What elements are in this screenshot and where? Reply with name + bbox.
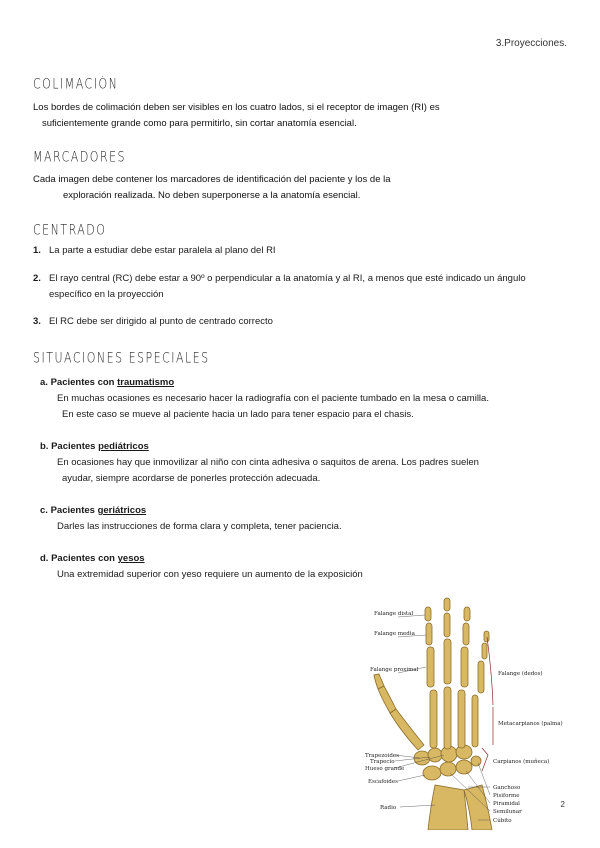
label-metacarpianos: Metacarpianos (palma) bbox=[498, 721, 563, 727]
little-proximal bbox=[478, 661, 484, 693]
centrado-item bbox=[33, 271, 568, 303]
item-number: 3. bbox=[33, 316, 41, 327]
heading-prefix: Pacientes con bbox=[50, 377, 118, 388]
heading-prefix: Pacientes bbox=[50, 505, 98, 516]
label-falange-proximal: Falange proximal bbox=[370, 667, 419, 673]
little-media bbox=[482, 643, 487, 659]
heading-prefix: Pacientes bbox=[51, 441, 99, 452]
chapter-header: 3.Proyecciones. bbox=[495, 38, 567, 49]
hand-bones-illustration bbox=[360, 595, 580, 830]
label-falange-dedos: Falange (dedos) bbox=[498, 671, 543, 677]
colimacion-line-1: Los bordes de colimación deben ser visibles en los cuatro lados, si el receptor de imagen (RI) es bbox=[33, 102, 440, 113]
label-pisiforme: Pisiforme bbox=[493, 793, 520, 799]
semilunar-bone bbox=[440, 762, 456, 776]
marcadores-heading: MARCADORES bbox=[33, 149, 127, 166]
ring-distal bbox=[464, 607, 470, 621]
heading-keyword: yesos bbox=[117, 553, 145, 564]
middle-distal bbox=[444, 598, 450, 611]
label-radio: Radio bbox=[380, 805, 397, 811]
ring-proximal bbox=[461, 647, 468, 687]
label-falange-media: Falange media bbox=[374, 631, 415, 637]
special-case-line-2: En este caso se mueve al paciente hacia un lado para tener espacio para el chasis. bbox=[62, 409, 414, 420]
situaciones-especiales-heading: SITUACIONES ESPECIALES bbox=[33, 350, 210, 367]
special-case-heading bbox=[40, 375, 570, 391]
item-text: La parte a estudiar debe estar paralela al plano del RI bbox=[49, 245, 276, 256]
item-number: 2. bbox=[33, 273, 41, 284]
item-letter: b. bbox=[40, 441, 49, 452]
index-distal bbox=[425, 607, 431, 621]
radio-bone bbox=[428, 785, 468, 830]
index-media bbox=[426, 623, 432, 645]
label-carpianos: Carpianos (muñeca) bbox=[493, 759, 550, 765]
marcadores-line-1: Cada imagen debe contener los marcadores de identificación del paciente y los de la bbox=[33, 174, 391, 185]
label-falange-distal: Falange distal bbox=[374, 611, 414, 617]
colimacion-paragraph bbox=[33, 100, 563, 132]
page-number: 2 bbox=[560, 800, 565, 809]
little-metacarpal bbox=[472, 695, 478, 747]
escafoides-bone bbox=[423, 766, 441, 780]
heading-keyword: traumatismo bbox=[117, 377, 175, 388]
index-metacarpal bbox=[430, 690, 437, 748]
special-case-item bbox=[40, 503, 570, 535]
little-distal bbox=[484, 631, 489, 642]
label-escafoides: Escafoides bbox=[368, 779, 398, 785]
label-cubito: Cúbito bbox=[493, 818, 512, 824]
label-ganchoso: Ganchoso bbox=[493, 785, 521, 791]
item-letter: c. bbox=[40, 505, 48, 516]
pisiforme-bone bbox=[471, 756, 481, 766]
special-case-item bbox=[40, 439, 570, 487]
special-case-heading bbox=[40, 503, 570, 519]
item-number: 1. bbox=[33, 245, 41, 256]
label-semilunar: Semilunar bbox=[493, 809, 522, 815]
heading-keyword: pediátricos bbox=[98, 441, 149, 452]
item-letter: a. bbox=[40, 377, 48, 388]
cubito-bone bbox=[464, 785, 492, 830]
label-piramidal: Piramidal bbox=[493, 801, 520, 807]
middle-media bbox=[444, 613, 450, 637]
special-case-heading bbox=[40, 551, 570, 567]
ring-media bbox=[463, 623, 469, 645]
special-case-item bbox=[40, 551, 570, 583]
special-case-line-2: ayudar, siempre acordarse de ponerles protección adecuada. bbox=[62, 473, 321, 484]
special-case-line-1: Una extremidad superior con yeso requiere un aumento de la exposición bbox=[57, 569, 363, 580]
piramidal-bone bbox=[456, 760, 472, 774]
heading-prefix: Pacientes con bbox=[51, 553, 118, 564]
trapezoides-bone bbox=[428, 748, 442, 762]
special-case-line-1: Darles las instrucciones de forma clara y completa, tener paciencia. bbox=[57, 521, 342, 532]
colimacion-heading: COLIMACIÓN bbox=[33, 76, 119, 93]
hand-skeleton-svg bbox=[360, 595, 580, 830]
thumb-distal bbox=[374, 674, 384, 689]
special-case-item bbox=[40, 375, 570, 423]
middle-proximal bbox=[444, 639, 451, 684]
centrado-item bbox=[33, 243, 568, 259]
marcadores-line-2: exploración realizada. No deben superponerse a la anatomía esencial. bbox=[63, 190, 361, 201]
item-text: El RC debe ser dirigido al punto de centrado correcto bbox=[49, 316, 273, 327]
heading-keyword: geriátricos bbox=[97, 505, 147, 516]
label-trapezoides: Trapezoides bbox=[365, 753, 399, 759]
centrado-item bbox=[33, 314, 568, 330]
special-case-heading bbox=[40, 439, 570, 455]
middle-metacarpal bbox=[444, 687, 451, 749]
item-letter: d. bbox=[40, 553, 49, 564]
centrado-heading: CENTRADO bbox=[33, 222, 107, 239]
index-proximal bbox=[427, 647, 434, 687]
marcadores-paragraph bbox=[33, 172, 503, 204]
thumb-proximal bbox=[378, 686, 396, 713]
item-text: El rayo central (RC) debe estar a 90º o perpendicular a la anatomía y al RI, a menos que esté indicado un ángulo específico en la proyección bbox=[49, 273, 526, 300]
special-case-line-1: En ocasiones hay que inmovilizar al niño con cinta adhesiva o saquitos de arena. Los padres suelen bbox=[57, 457, 479, 468]
label-trapecio: Trapecio bbox=[370, 759, 395, 765]
colimacion-line-2: suficientemente grande como para permitirlo, sin cortar anatomía esencial. bbox=[42, 118, 357, 129]
thumb-metacarpal bbox=[390, 709, 424, 750]
label-hueso-grande: Hueso grande bbox=[365, 766, 405, 772]
special-case-line-1: En muchas ocasiones es necesario hacer la radiografía con el paciente tumbado en la mesa o camilla. bbox=[57, 393, 489, 404]
ring-metacarpal bbox=[458, 690, 465, 748]
